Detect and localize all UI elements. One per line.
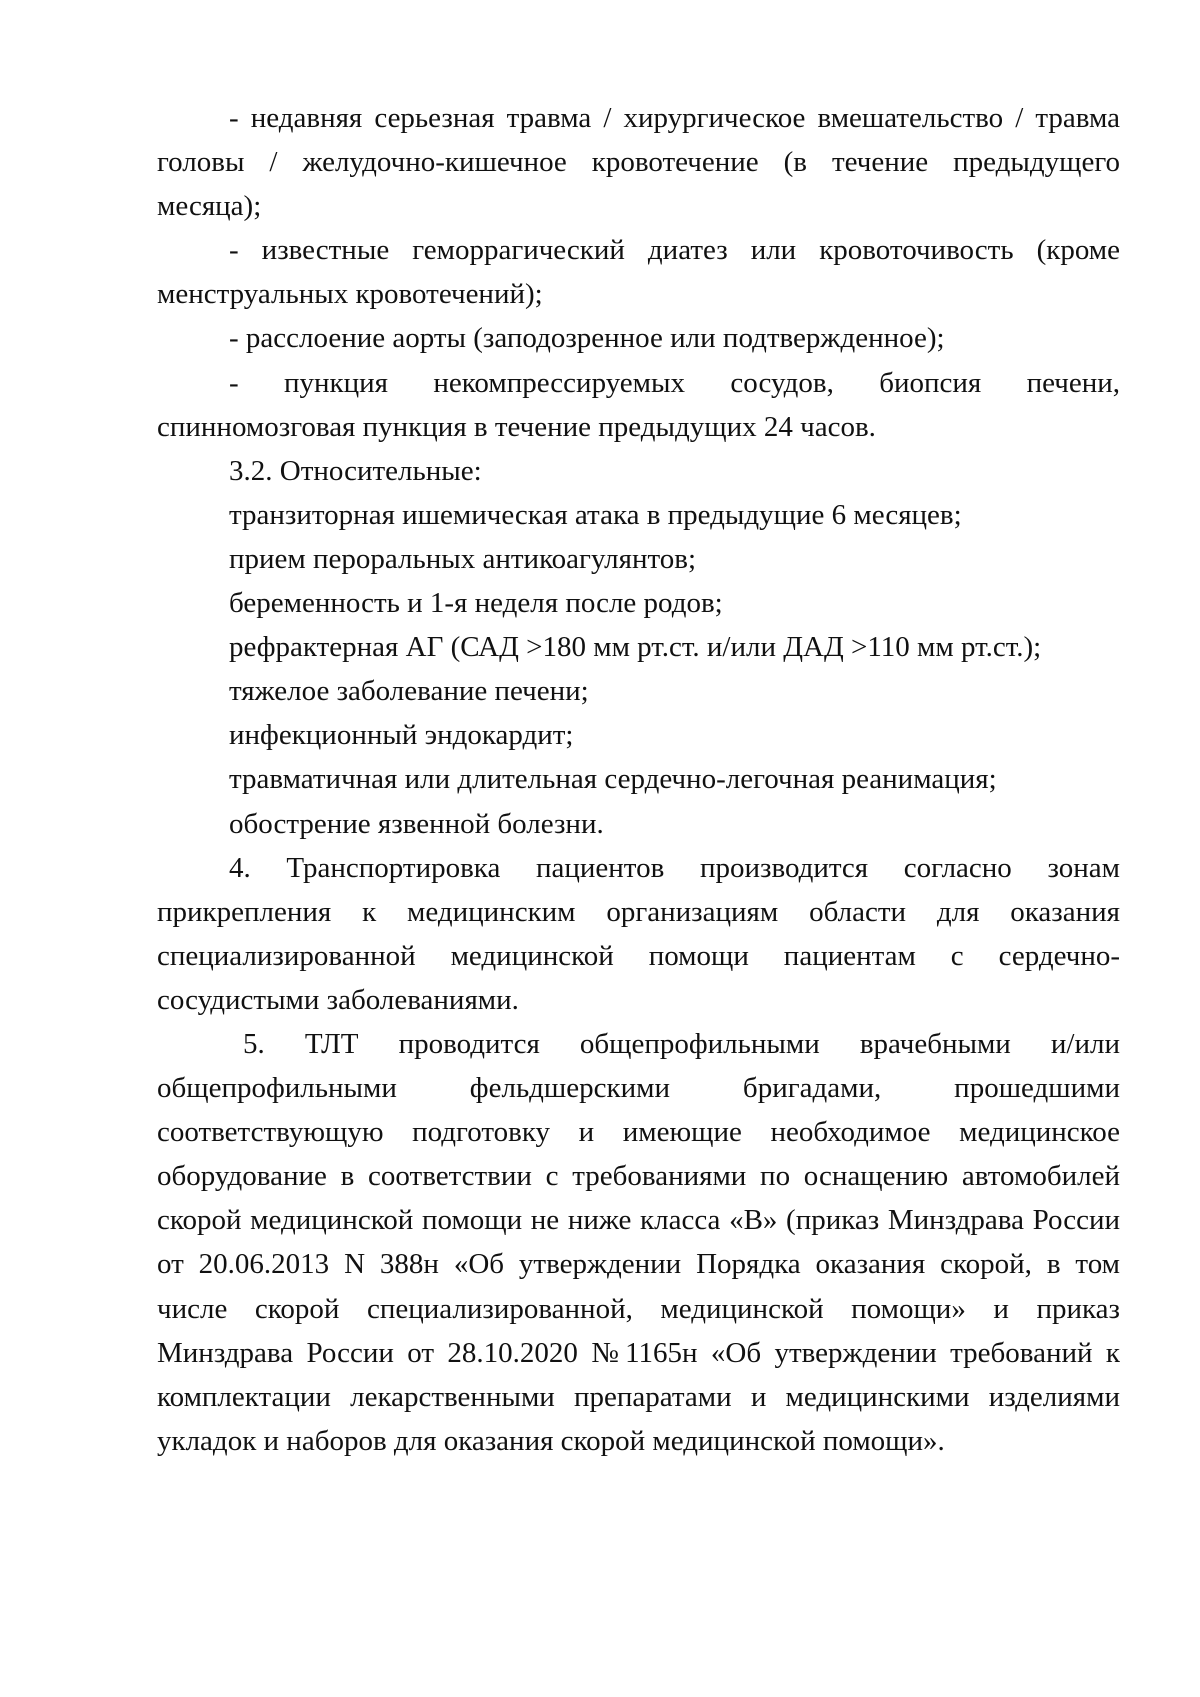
point-5-tlt: 5. ТЛТ проводится общепрофильными врачебными и/или общепрофильными фельдшерскими бригадами, прошедшими соответствующую подготовку и имеющие необходимое медицинское оборудование в соответствии с требованиями по оснащению автомобилей скорой медицинской помощи не ниже класса «В» (приказ Минздрава России от 20.06.2013 N 388н «Об утверждении Порядка оказания скорой, в том числе скорой специализированной, медицинской помощи» и приказ Минздрава России от 28.10.2020 №1165н «Об утверждении требований к комплектации лекарственными препаратами и медицинскими изделиями укладок и наборов для оказания скорой медицинской помощи». bbox=[157, 1027, 1120, 1457]
relative-item: транзиторная ишемическая атака в предыдущие 6 месяцев; bbox=[229, 498, 962, 531]
contraindication-item-puncture: - пункция некомпрессируемых сосудов, биопсия печени, спинномозговая пункция в течение предыдущих 24 часов. bbox=[157, 366, 1120, 443]
relative-item: прием пероральных антикоагулянтов; bbox=[229, 542, 697, 575]
relative-item: обострение язвенной болезни. bbox=[229, 807, 604, 840]
section-heading-relative: 3.2. Относительные: bbox=[229, 454, 482, 487]
relative-item: рефрактерная АГ (САД >180 мм рт.ст. и/или ДАД >110 мм рт.ст.); bbox=[229, 631, 1042, 664]
contraindication-item-aortic-dissection: - расслоение аорты (заподозренное или подтвержденное); bbox=[229, 322, 945, 355]
relative-item: травматичная или длительная сердечно-легочная реанимация; bbox=[229, 763, 997, 796]
contraindication-item-injury: - недавняя серьезная травма / хирургическое вмешательство / травма головы / желудочно-кишечное кровотечение (в течение предыдущего месяца); bbox=[157, 102, 1120, 223]
relative-item: тяжелое заболевание печени; bbox=[229, 675, 589, 708]
point-4-transport: 4. Транспортировка пациентов производится согласно зонам прикрепления к медицинским организациям области для оказания специализированной медицинской помощи пациентам с сердечно-сосудистыми заболеваниями. bbox=[157, 851, 1120, 1016]
relative-item: беременность и 1-я неделя после родов; bbox=[229, 587, 723, 620]
document-body bbox=[157, 96, 1120, 1463]
contraindication-item-bleeding: - известные геморрагический диатез или кровоточивость (кроме менструальных кровотечений); bbox=[157, 234, 1120, 311]
relative-item: инфекционный эндокардит; bbox=[229, 719, 574, 752]
